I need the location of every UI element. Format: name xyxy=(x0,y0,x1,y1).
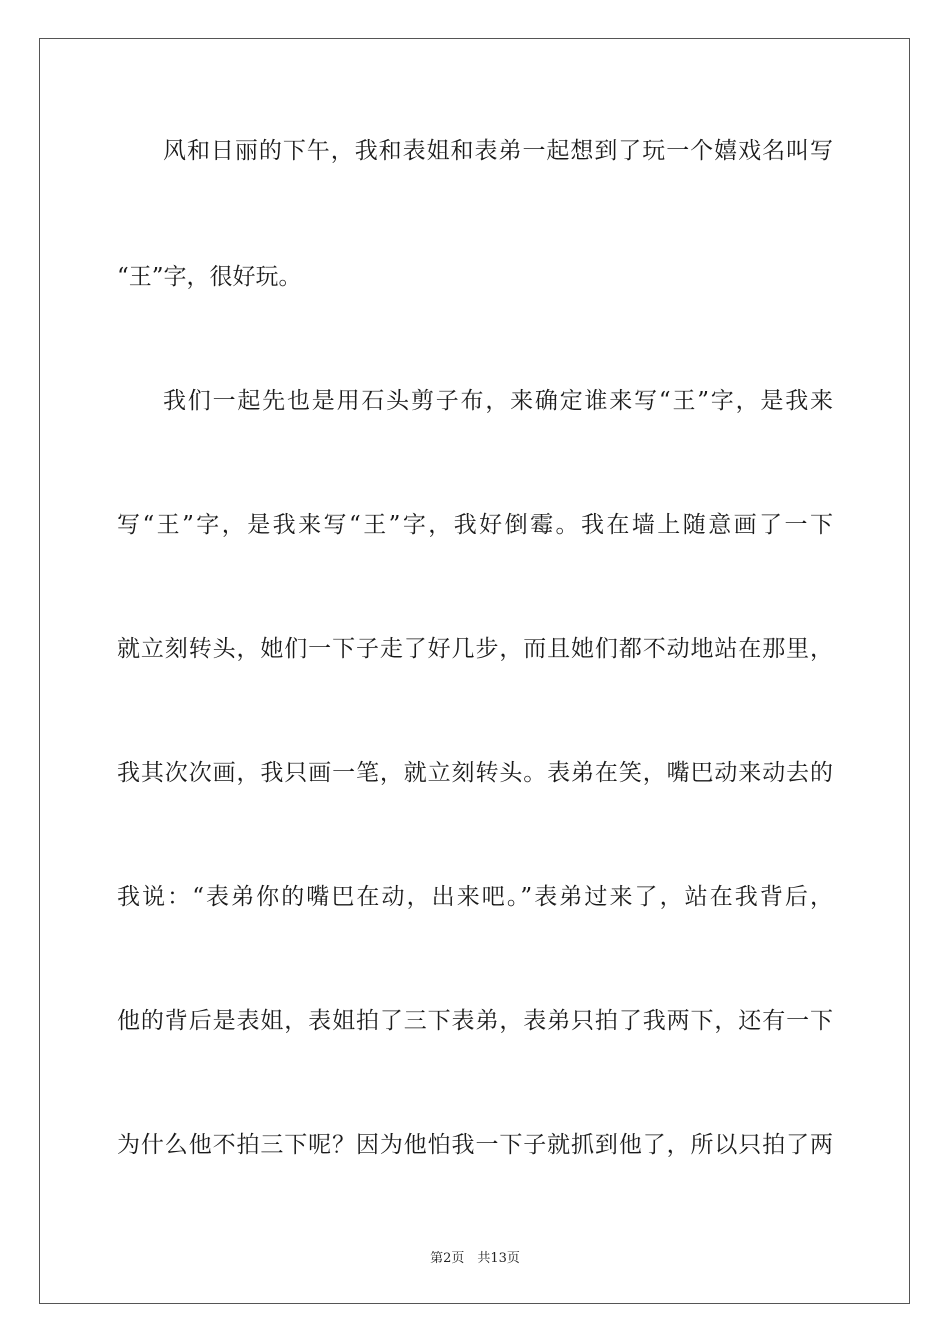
paragraph-2-line-6: 他的背后是表姐，表姐拍了三下表弟，表弟只拍了我两下，还有一下 xyxy=(117,1008,833,1034)
paragraph-2-line-3: 就立刻转头，她们一下子走了好几步，而且她们都不动地站在那里， xyxy=(117,636,833,662)
paragraph-1-line-2: “王”字，很好玩。 xyxy=(117,264,302,290)
paragraph-1-line-1: 风和日丽的下午，我和表姐和表弟一起想到了玩一个嬉戏名叫写 xyxy=(163,138,833,164)
paragraph-2-line-4: 我其次次画，我只画一笔，就立刻转头。表弟在笑，嘴巴动来动去的 xyxy=(117,760,833,786)
paragraph-2-line-1: 我们一起先也是用石头剪子布，来确定谁来写“王”字，是我来 xyxy=(163,388,833,414)
paragraph-2-line-5: 我说：“表弟你的嘴巴在动，出来吧。”表弟过来了，站在我背后， xyxy=(117,884,833,910)
paragraph-2-line-7: 为什么他不拍三下呢？因为他怕我一下子就抓到他了，所以只拍了两 xyxy=(117,1132,833,1158)
page-frame xyxy=(39,38,910,1304)
paragraph-2-line-2: 写“王”字，是我来写“王”字，我好倒霉。我在墙上随意画了一下 xyxy=(117,512,833,538)
page-number-footer: 第2页 共13页 xyxy=(430,1251,520,1266)
